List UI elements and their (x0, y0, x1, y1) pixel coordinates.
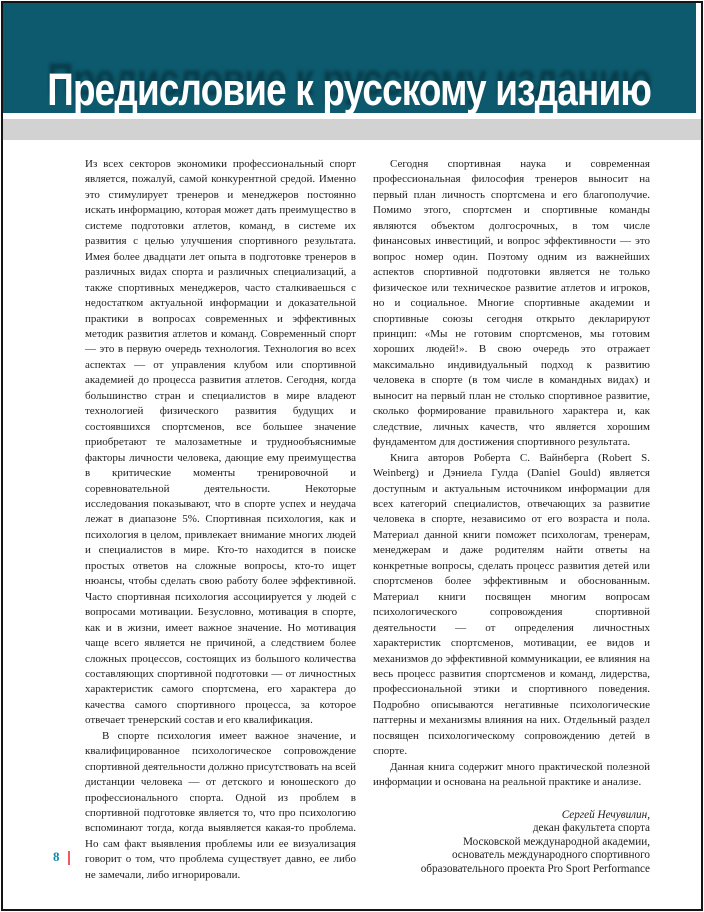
paragraph-left-2: В спорте психология имеет важное значение, и квалифицированное психологическое сопровождение спортивной деятельности должно присутствовать на всей дистанции человека — от детского и юношеского до профессионального спорта. Одной из проблем в спортивной подготовке является то, что про психологию вспоминают тогда, когда выявляется какая-то проблема. Но сам факт выявления проблемы или ее визуализация говорит о том, что проблема существует давно, ее либо не замечали, либо игнорировали. (85, 729, 356, 881)
signature-role-line: декан факультета спорта (532, 822, 650, 835)
signature-block (373, 809, 650, 877)
paragraph-left-1: Из всех секторов экономики профессиональный спорт является, пожалуй, самой конкурентной средой. Именно это стимулирует тренеров и менеджеров постоянно искать информацию, которая может дать преимущество в системе подготовки атлетов, команд, в системе их развития с целью улучшения спортивного результата. Имея более двадцати лет опыта в подготовке тренеров в различных видах спорта и различных специализаций, а также спортивных менеджеров, часто сталкиваешься с недостатком актуальной информации и доказательной практики в вопросах современных и эффективных методик развития атлетов и команд. Современный спорт — это в первую очередь технология. Технология во всех аспектах — от управления клубом или спортивной академией до процесса развития атлетов. Сегодня, когда большинство стран и специалистов в мире владеют технологией физического развития будущих и состоявшихся спортсменов, все большее значение приобретают те малозаметные и труднообъяснимые факторы личности человека, дающие ему преимущества в критические моменты тренировочной и соревновательной деятельности. Некоторые исследования показывают, что в спорте успех и неудача лежат в диапазоне 5%. Спортивная психология, как и психология в целом, привлекает внимание многих людей и специалистов в мире. Кто-то находится в поиске простых ответов на сложные вопросы, кто-то ищет нюансы, чтобы сделать свою работу более эффективной. Часто спортивная психология ассоциируется у людей с вопросами мотивации. Безусловно, мотивация в спорте, как и в жизни, имеет важное значение. Но мотивация чаще всего является не причиной, а следствием более сложных процессов, состоящих из большого количества составляющих спортивной подготовки — от личностных характеристик самого спортсмена, его характера до качества самого спортивного процесса, за которое отвечает тренерский состав и его квалификация. (85, 158, 356, 727)
body-text (85, 157, 650, 883)
right-column (373, 157, 650, 883)
signature-role-line: Московской международной академии, (462, 835, 650, 848)
header-underline-strip (3, 119, 701, 140)
left-column (85, 157, 356, 883)
signature-role-line: образовательного проекта Pro Sport Performance (420, 862, 650, 875)
paragraph-right-2: Книга авторов Роберта С. Вайнберга (Robert S. Weinberg) и Дэниела Гулда (Daniel Gould) является доступным и актуальным источником информации для всех категорий специалистов, отвечающих за развитие человека в спорте, независимо от его возраста и пола. Материал данной книги поможет психологам, тренерам, менеджерам и даже родителям найти ответы на конкретные вопросы, сделать процесс развития детей или спортсменов более эффективным и обоснованным. Материал книги посвящен многим вопросам психологического сопровождения спортивной деятельности — от определения личностных характеристик спортсменов, мотивации, ее видов и механизмов до эффективной коммуникации, ее влияния на весь процесс развития спортсменов и команд, лидерства, профессиональной этики и спортивного поведения. Подробно описываются негативные психологические паттерны и механизмы влияния на них. Отдельный раздел посвящен психологическому сопровождению детей в спорте. (373, 451, 650, 758)
page-number: 8 (53, 849, 60, 864)
signature-name: Сергей Нечувилин, (561, 808, 650, 821)
paragraph-right-1: Сегодня спортивная наука и современная профессиональная философия тренеров выносит на первый план личность спортсмена и его благополучие. Помимо этого, спортсмен и спортивные команды являются объектом долгосрочных, в том числе финансовых инвестиций, и вопрос эффективности — это вопрос номер один. Поэтому одним из важнейших аспектов спортивной подготовки является не только физическое или техническое развитие атлетов и игроков, но и социальное. Многие спортивные академии и спортивные союзы сегодня открыто декларируют принцип: «Мы не готовим спортсменов, мы готовим хороших людей!». В свою очередь это отражает максимально индивидуальный подход к развитию человека в спорте (в том числе в командных видах) и выносит на первый план не столько спортивное развитие, сколько формирование правильного характера и, как следствие, личных качеств, что является хорошим фундаментом для достижения спортивного результата. (373, 158, 650, 449)
signature-role-line: основатель международного спортивного (451, 849, 650, 862)
chapter-header-band (3, 3, 696, 113)
paragraph-right-3: Данная книга содержит много практической полезной информации и основана на реальной практике и анализе. (373, 760, 650, 789)
page-number-accent-bar (68, 851, 70, 865)
chapter-title: Предисловие к русскому изданию (47, 64, 652, 113)
